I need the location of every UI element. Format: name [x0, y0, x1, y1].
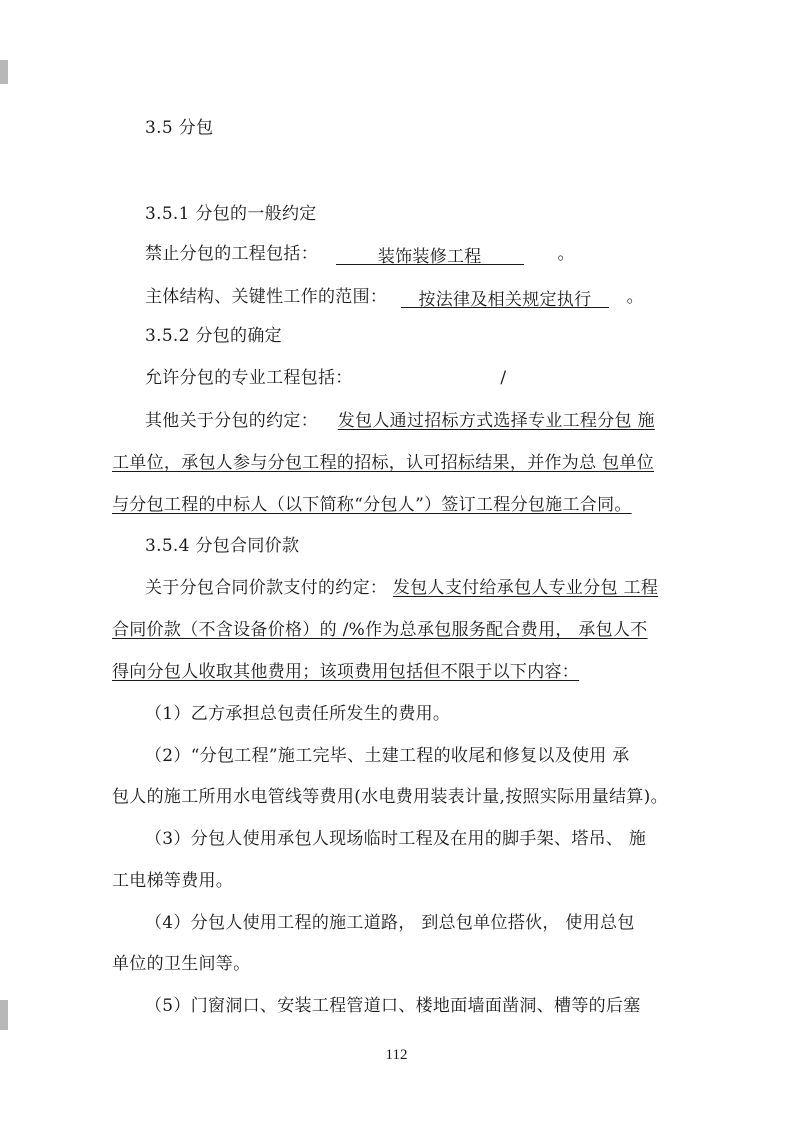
section-heading-3-5-2: 3.5.2 分包的确定	[145, 326, 282, 346]
allowed-value: /	[500, 368, 507, 388]
page-number: 112	[385, 1047, 408, 1063]
other-agreement-line-3: 与分包工程的中标人（以下简称“分包人”）签订工程分包施工合同。	[112, 495, 632, 515]
list-item-5-line-1: （5）门窗洞口、安装工程管道口、楼地面墙面凿洞、槽等的后塞	[145, 996, 641, 1016]
allowed-label: 允许分包的专业工程包括：	[145, 368, 353, 388]
list-item-2-line-1: （2）“分包工程”施工完毕、土建工程的收尾和修复以及使用 承	[145, 746, 630, 766]
other-agreement-text-1: 发包人通过招标方式选择专业工程分包 施	[337, 411, 655, 431]
list-item-3-line-1: （3）分包人使用承包人现场临时工程及在用的脚手架、塔吊、 施	[145, 829, 647, 849]
prohibited-subcontract-row	[145, 243, 575, 265]
list-item-4-line-1: （4）分包人使用工程的施工道路， 到总包单位搭伙， 使用总包	[145, 913, 635, 933]
payment-agreement-line-2: 合同价款（不含设备价格）的 /%作为总承包服务配合费用， 承包人不	[112, 620, 648, 640]
period-mark: 。	[626, 287, 644, 307]
period-mark: 。	[557, 244, 575, 264]
other-agreement-label: 其他关于分包的约定：	[145, 411, 318, 431]
section-heading-3-5-4: 3.5.4 分包合同价款	[145, 536, 300, 556]
scan-margin-mark	[0, 1000, 8, 1030]
other-agreement-line-1	[145, 410, 655, 432]
prohibited-value: 装饰装修工程	[336, 246, 524, 265]
list-item-2-line-2: 包人的施工所用水电管线等费用(水电费用装表计量,按照实际用量结算)。	[112, 787, 668, 807]
prohibited-label: 禁止分包的工程包括：	[145, 244, 318, 264]
list-item-3-line-2: 工电梯等费用。	[112, 871, 234, 891]
list-item-4-line-2: 单位的卫生间等。	[112, 954, 251, 974]
payment-agreement-line-1	[145, 577, 658, 599]
section-heading-3-5-1: 3.5.1 分包的一般约定	[145, 204, 317, 224]
main-structure-value: 按法律及相关规定执行	[401, 289, 609, 308]
scan-margin-mark	[0, 60, 8, 84]
allowed-subcontract-row	[145, 367, 506, 389]
payment-agreement-text-1: 发包人支付给承包人专业分包 工程	[392, 578, 659, 598]
payment-agreement-line-3: 得向分包人收取其他费用；该项费用包括但不限于以下内容：	[112, 662, 580, 682]
payment-agreement-label: 关于分包合同价款支付的约定：	[145, 578, 388, 598]
section-heading-3-5: 3.5 分包	[145, 118, 214, 138]
list-item-1: （1）乙方承担总包责任所发生的费用。	[145, 704, 451, 724]
main-structure-label: 主体结构、关键性工作的范围：	[145, 287, 388, 307]
other-agreement-line-2: 工单位，承包人参与分包工程的招标，认可招标结果，并作为总 包单位	[112, 453, 655, 473]
main-structure-row	[145, 286, 644, 308]
